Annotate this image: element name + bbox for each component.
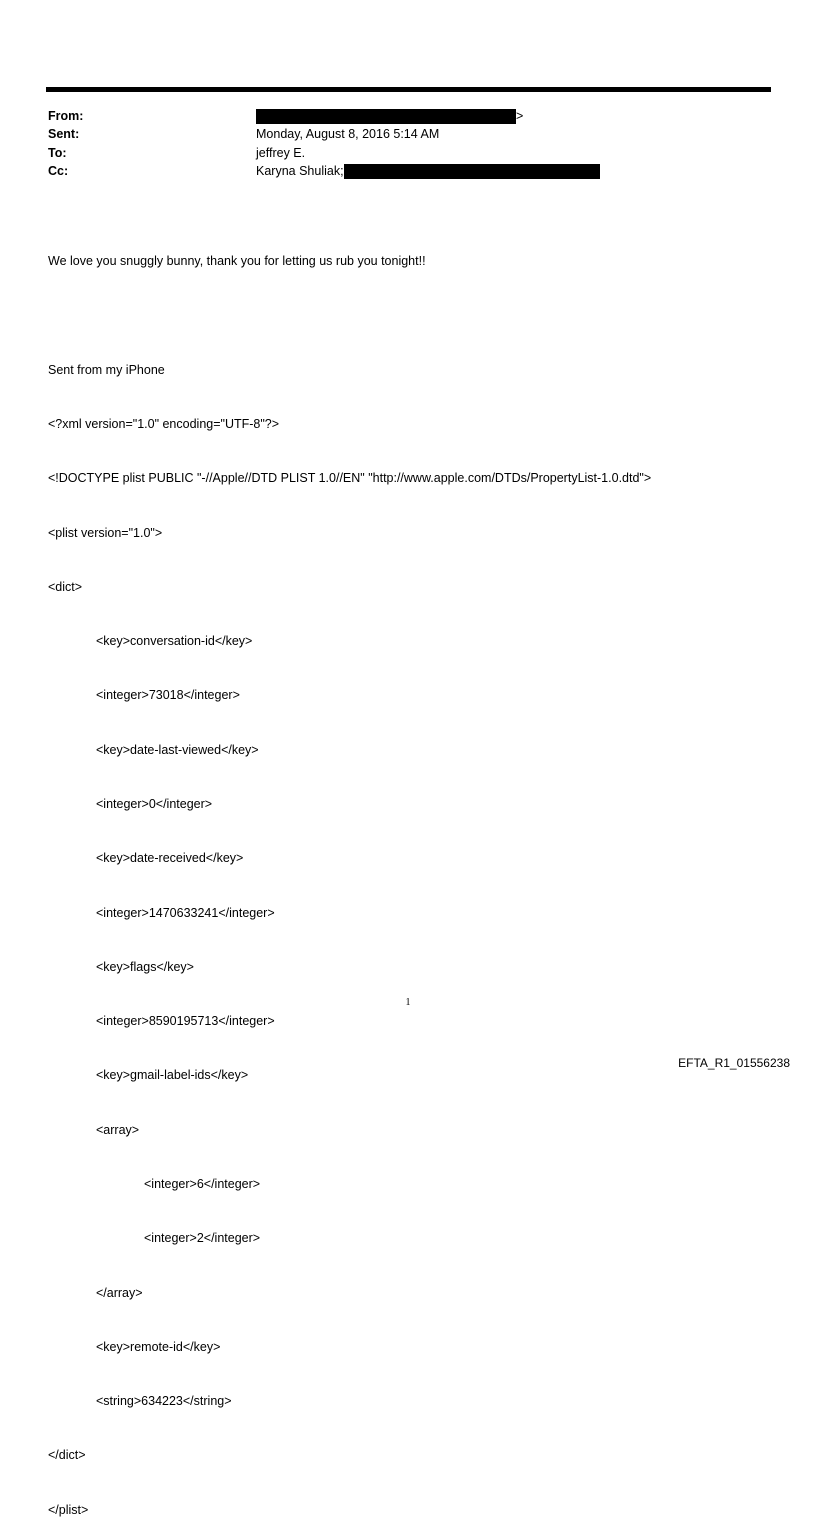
from-suffix: >: [516, 109, 524, 123]
xml-line: <?xml version="1.0" encoding="UTF-8"?>: [48, 417, 280, 432]
to-value: jeffrey E.: [256, 146, 306, 160]
xml-line: <integer>2</integer>: [144, 1231, 261, 1246]
redaction-bar: [344, 164, 600, 179]
cc-value: [256, 163, 600, 179]
xml-line: <integer>0</integer>: [96, 797, 213, 811]
xml-line: </array>: [96, 1285, 143, 1300]
redaction-bar: [256, 109, 516, 124]
message-text: We love you snuggly bunny, thank you for letting us rub you tonight!!: [48, 254, 426, 269]
to-label: To:: [48, 146, 67, 160]
header-rule: [46, 87, 771, 92]
from-value: [256, 108, 523, 124]
xml-line: <plist version="1.0">: [48, 525, 163, 540]
xml-line: <key>date-last-viewed</key>: [96, 742, 259, 757]
email-body: [48, 216, 651, 1537]
xml-line: </dict>: [48, 1448, 86, 1463]
xml-line: <key>gmail-label-ids</key>: [96, 1068, 249, 1083]
xml-line: <integer>73018</integer>: [96, 688, 240, 703]
xml-line: <array>: [96, 1122, 140, 1137]
document-id: EFTA_R1_01556238: [678, 1056, 790, 1070]
xml-line: <key>conversation-id</key>: [96, 634, 253, 649]
xml-line: <integer>8590195713</integer>: [96, 1014, 275, 1029]
cc-label: Cc:: [48, 164, 69, 178]
xml-line: <!DOCTYPE plist PUBLIC "-//Apple//DTD PLIST 1.0//EN" "http://www.apple.com/DTDs/PropertyList-1.0.dtd">: [48, 471, 652, 486]
page-number: 1: [405, 997, 411, 1008]
blank-line: [48, 306, 651, 324]
xml-line: <dict>: [48, 579, 83, 594]
xml-line: </plist>: [48, 1502, 89, 1517]
xml-line: <integer>6</integer>: [144, 1176, 261, 1191]
xml-line: <integer>1470633241</integer>: [96, 905, 275, 920]
sent-value: Monday, August 8, 2016 5:14 AM: [256, 127, 440, 141]
from-label: From:: [48, 109, 84, 123]
cc-name: Karyna Shuliak;: [256, 164, 344, 178]
sent-label: Sent:: [48, 127, 80, 141]
xml-line: <key>date-received</key>: [96, 851, 244, 866]
xml-line: <key>flags</key>: [96, 959, 194, 974]
xml-line: <string>634223</string>: [96, 1394, 232, 1409]
signature-text: Sent from my iPhone: [48, 362, 165, 377]
xml-line: <key>remote-id</key>: [96, 1339, 221, 1354]
